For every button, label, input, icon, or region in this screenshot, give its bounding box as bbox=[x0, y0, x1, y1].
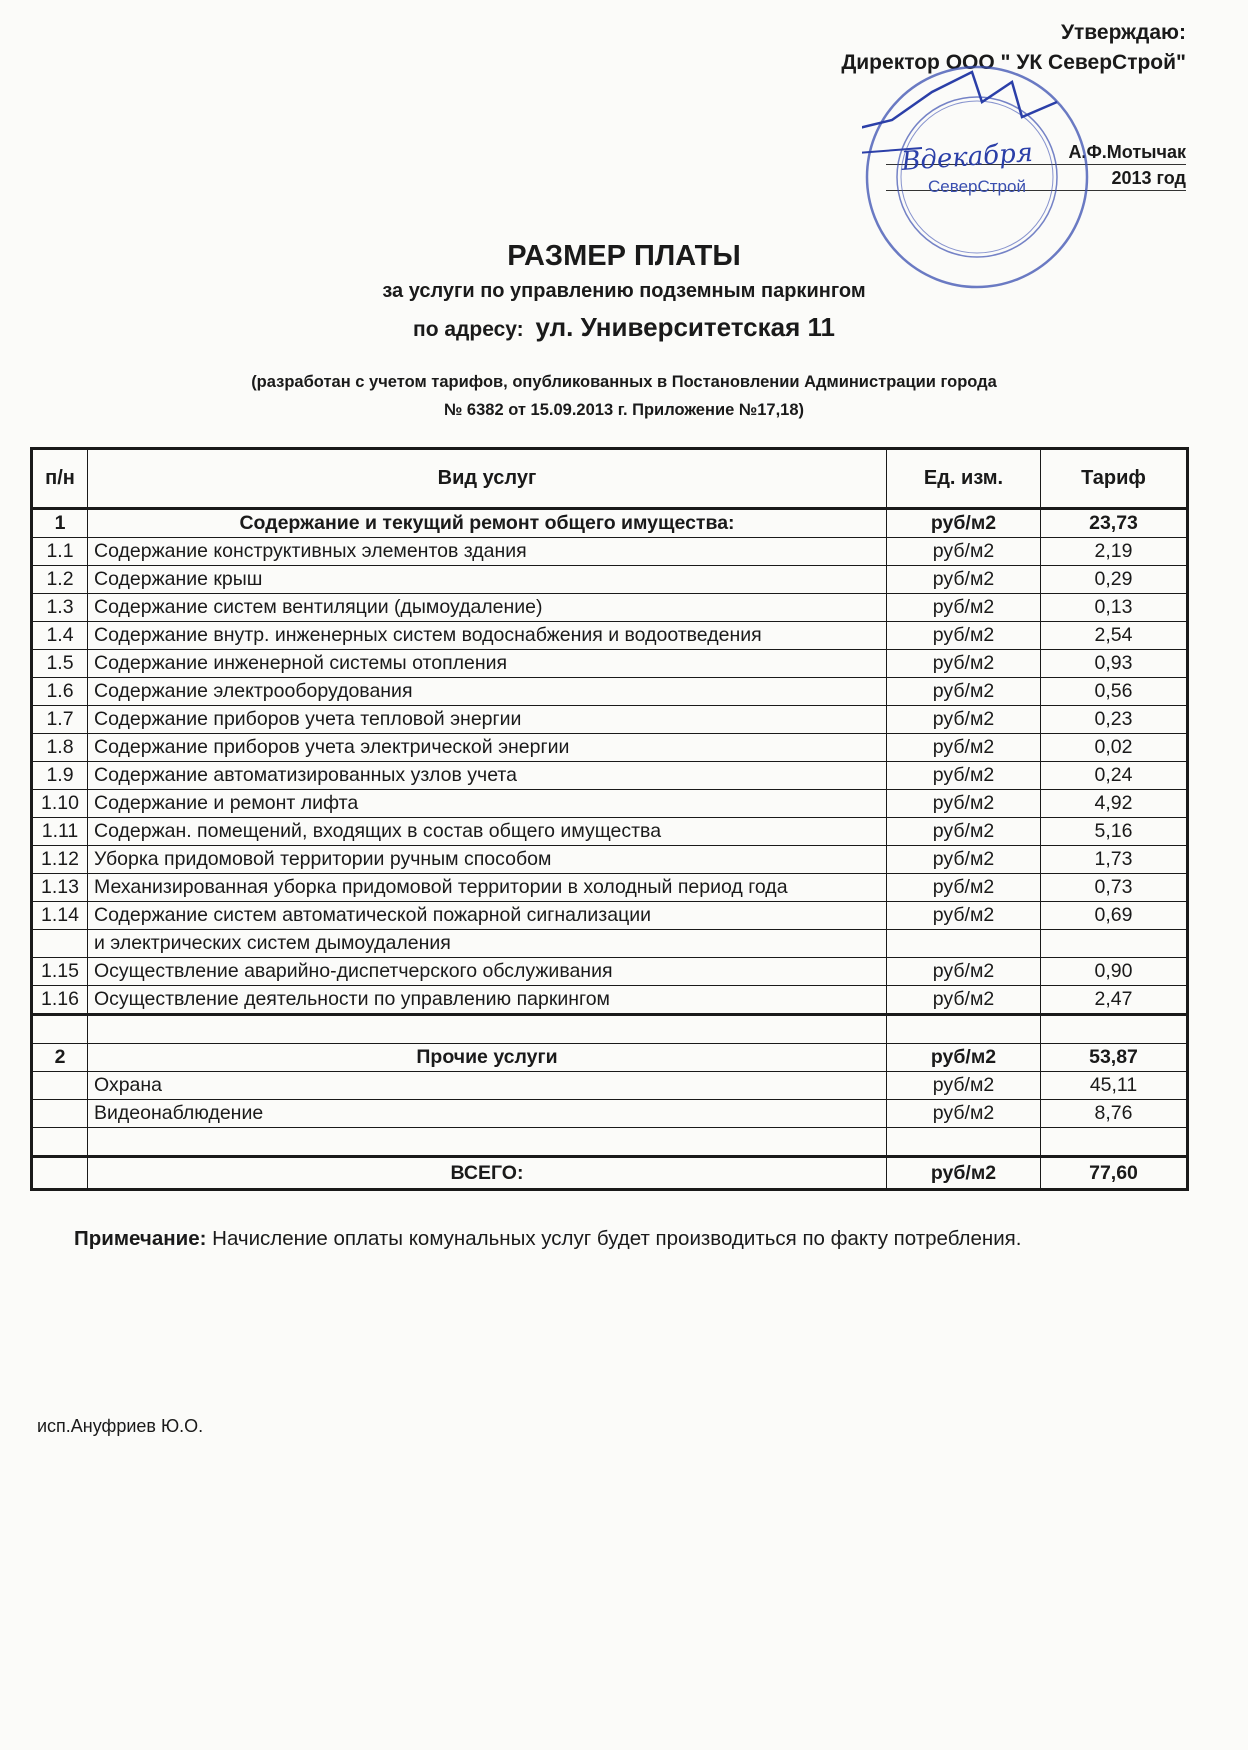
cell-unit: руб/м2 bbox=[887, 594, 1041, 622]
cell-empty bbox=[32, 1128, 88, 1157]
remark bbox=[74, 1227, 1021, 1251]
cell-name: Содержание крыш bbox=[88, 566, 887, 594]
address-value: ул. Университетская 11 bbox=[535, 312, 835, 342]
cell-empty bbox=[32, 1015, 88, 1044]
cell-rate: 4,92 bbox=[1041, 790, 1188, 818]
stamp-text: СеверСтрой bbox=[928, 177, 1026, 196]
cell-num bbox=[32, 1072, 88, 1100]
remark-label: Примечание: bbox=[74, 1227, 207, 1250]
cell-unit: руб/м2 bbox=[887, 958, 1041, 986]
table-row bbox=[32, 566, 1188, 594]
cell-empty bbox=[887, 1015, 1041, 1044]
header-unit: Ед. изм. bbox=[887, 449, 1041, 509]
basis-line1: (разработан с учетом тарифов, опубликованных в Постановлении Администрации города bbox=[251, 373, 997, 391]
header-rate: Тариф bbox=[1041, 449, 1188, 509]
table-row bbox=[32, 1072, 1188, 1100]
header-name: Вид услуг bbox=[88, 449, 887, 509]
table-row bbox=[32, 818, 1188, 846]
cell-unit: руб/м2 bbox=[887, 902, 1041, 930]
cell-num: 1.3 bbox=[32, 594, 88, 622]
basis-line2: № 6382 от 15.09.2013 г. Приложение №17,18) bbox=[443, 401, 805, 419]
table-row bbox=[32, 678, 1188, 706]
cell-num: 1.6 bbox=[32, 678, 88, 706]
table-row bbox=[32, 762, 1188, 790]
total-unit: руб/м2 bbox=[887, 1157, 1041, 1190]
cell-num: 1.10 bbox=[32, 790, 88, 818]
cell-unit: руб/м2 bbox=[887, 678, 1041, 706]
cell-rate: 0,29 bbox=[1041, 566, 1188, 594]
cell-unit: руб/м2 bbox=[887, 1044, 1041, 1072]
cell-num: 1.14 bbox=[32, 902, 88, 930]
table-row bbox=[32, 874, 1188, 902]
cell-name: Содержание систем автоматической пожарной сигнализации bbox=[88, 902, 887, 930]
handwritten-date: Вдекабря bbox=[900, 137, 1034, 177]
cell-name: Содержание конструктивных элементов здания bbox=[88, 538, 887, 566]
cell-rate bbox=[1041, 930, 1188, 958]
approval-line2: Директор ООО " УК СеверСтрой" bbox=[841, 51, 1186, 74]
cell-name: Содержание приборов учета тепловой энергии bbox=[88, 706, 887, 734]
table-row bbox=[32, 846, 1188, 874]
cell-empty bbox=[32, 1157, 88, 1190]
cell-unit: руб/м2 bbox=[887, 790, 1041, 818]
cell-num: 1.8 bbox=[32, 734, 88, 762]
cell-name: Охрана bbox=[88, 1072, 887, 1100]
cell-empty bbox=[887, 1128, 1041, 1157]
table-row bbox=[32, 986, 1188, 1015]
cell-empty bbox=[1041, 1128, 1188, 1157]
table-row bbox=[32, 650, 1188, 678]
address-line bbox=[0, 312, 1248, 343]
cell-rate: 0,56 bbox=[1041, 678, 1188, 706]
table-row bbox=[32, 594, 1188, 622]
cell-rate: 2,54 bbox=[1041, 622, 1188, 650]
cell-num: 1.15 bbox=[32, 958, 88, 986]
group-row-1 bbox=[32, 509, 1188, 538]
cell-rate: 0,13 bbox=[1041, 594, 1188, 622]
cell-rate: 5,16 bbox=[1041, 818, 1188, 846]
table-row bbox=[32, 790, 1188, 818]
cell-rate: 0,69 bbox=[1041, 902, 1188, 930]
cell-unit: руб/м2 bbox=[887, 706, 1041, 734]
cell-empty bbox=[88, 1128, 887, 1157]
page-subtitle: за услуги по управлению подземным паркингом bbox=[382, 280, 866, 302]
cell-name: Осуществление деятельности по управлению паркингом bbox=[88, 986, 887, 1015]
cell-unit: руб/м2 bbox=[887, 846, 1041, 874]
approval-line1: Утверждаю: bbox=[1060, 21, 1186, 44]
cell-rate: 0,73 bbox=[1041, 874, 1188, 902]
cell-name: Уборка придомовой территории ручным способом bbox=[88, 846, 887, 874]
cell-rate: 0,24 bbox=[1041, 762, 1188, 790]
cell-name: и электрических систем дымоудаления bbox=[88, 930, 887, 958]
table-header-row bbox=[32, 449, 1188, 509]
cell-num: 1.2 bbox=[32, 566, 88, 594]
cell-unit: руб/м2 bbox=[887, 818, 1041, 846]
cell-rate: 53,87 bbox=[1041, 1044, 1188, 1072]
cell-rate: 0,23 bbox=[1041, 706, 1188, 734]
group-row-2 bbox=[32, 1044, 1188, 1072]
cell-rate: 0,90 bbox=[1041, 958, 1188, 986]
cell-name: Механизированная уборка придомовой территории в холодный период года bbox=[88, 874, 887, 902]
cell-empty bbox=[88, 1015, 887, 1044]
cell-num: 1.1 bbox=[32, 538, 88, 566]
cell-name: Содержание приборов учета электрической энергии bbox=[88, 734, 887, 762]
header-num: п/н bbox=[32, 449, 88, 509]
cell-num: 1.9 bbox=[32, 762, 88, 790]
cell-rate: 0,02 bbox=[1041, 734, 1188, 762]
cell-name: Содержан. помещений, входящих в состав общего имущества bbox=[88, 818, 887, 846]
cell-rate: 1,73 bbox=[1041, 846, 1188, 874]
cell-num: 1.7 bbox=[32, 706, 88, 734]
cell-name: Содержание автоматизированных узлов учета bbox=[88, 762, 887, 790]
cell-unit: руб/м2 bbox=[887, 874, 1041, 902]
cell-num: 1.12 bbox=[32, 846, 88, 874]
cell-num: 1.13 bbox=[32, 874, 88, 902]
cell-unit: руб/м2 bbox=[887, 1100, 1041, 1128]
cell-num: 1.11 bbox=[32, 818, 88, 846]
executor: исп.Ануфриев Ю.О. bbox=[37, 1416, 204, 1436]
cell-unit bbox=[887, 930, 1041, 958]
table-row bbox=[32, 734, 1188, 762]
cell-name: Содержание и текущий ремонт общего имущества: bbox=[88, 509, 887, 538]
page-title: РАЗМЕР ПЛАТЫ bbox=[507, 240, 741, 272]
cell-num: 1 bbox=[32, 509, 88, 538]
remark-text: Начисление оплаты комунальных услуг будет производиться по факту потребления. bbox=[206, 1227, 1022, 1250]
cell-name: Содержание электрооборудования bbox=[88, 678, 887, 706]
cell-name: Содержание систем вентиляции (дымоудаление) bbox=[88, 594, 887, 622]
cell-name: Прочие услуги bbox=[88, 1044, 887, 1072]
cell-name: Видеонаблюдение bbox=[88, 1100, 887, 1128]
cell-unit: руб/м2 bbox=[887, 734, 1041, 762]
cell-rate: 8,76 bbox=[1041, 1100, 1188, 1128]
cell-num: 1.5 bbox=[32, 650, 88, 678]
cell-num: 1.16 bbox=[32, 986, 88, 1015]
cell-rate: 0,93 bbox=[1041, 650, 1188, 678]
address-label: по адресу: bbox=[413, 318, 524, 341]
table-row bbox=[32, 902, 1188, 930]
cell-rate: 23,73 bbox=[1041, 509, 1188, 538]
cell-unit: руб/м2 bbox=[887, 509, 1041, 538]
table-row bbox=[32, 538, 1188, 566]
cell-unit: руб/м2 bbox=[887, 566, 1041, 594]
cell-name: Осуществление аварийно-диспетчерского обслуживания bbox=[88, 958, 887, 986]
empty-row bbox=[32, 1128, 1188, 1157]
table-row bbox=[32, 706, 1188, 734]
table-row bbox=[32, 930, 1188, 958]
cell-name: Содержание и ремонт лифта bbox=[88, 790, 887, 818]
tariff-table bbox=[30, 447, 1189, 1191]
cell-name: Содержание внутр. инженерных систем водоснабжения и водоотведения bbox=[88, 622, 887, 650]
cell-num: 2 bbox=[32, 1044, 88, 1072]
empty-row bbox=[32, 1015, 1188, 1044]
cell-unit: руб/м2 bbox=[887, 650, 1041, 678]
cell-unit: руб/м2 bbox=[887, 762, 1041, 790]
cell-unit: руб/м2 bbox=[887, 538, 1041, 566]
cell-empty bbox=[1041, 1015, 1188, 1044]
table-row bbox=[32, 622, 1188, 650]
cell-name: Содержание инженерной системы отопления bbox=[88, 650, 887, 678]
table-row bbox=[32, 958, 1188, 986]
cell-num bbox=[32, 930, 88, 958]
cell-unit: руб/м2 bbox=[887, 1072, 1041, 1100]
cell-rate: 2,19 bbox=[1041, 538, 1188, 566]
cell-rate: 2,47 bbox=[1041, 986, 1188, 1015]
basis-note bbox=[0, 368, 1248, 424]
approval-signer: А.Ф.Мотычак bbox=[886, 140, 1186, 165]
cell-rate: 45,11 bbox=[1041, 1072, 1188, 1100]
total-label: ВСЕГО: bbox=[88, 1157, 887, 1190]
total-rate: 77,60 bbox=[1041, 1157, 1188, 1190]
total-row bbox=[32, 1157, 1188, 1190]
cell-unit: руб/м2 bbox=[887, 622, 1041, 650]
cell-num: 1.4 bbox=[32, 622, 88, 650]
approval-year: 2013 год bbox=[886, 166, 1186, 191]
table-row bbox=[32, 1100, 1188, 1128]
cell-num bbox=[32, 1100, 88, 1128]
cell-unit: руб/м2 bbox=[887, 986, 1041, 1015]
